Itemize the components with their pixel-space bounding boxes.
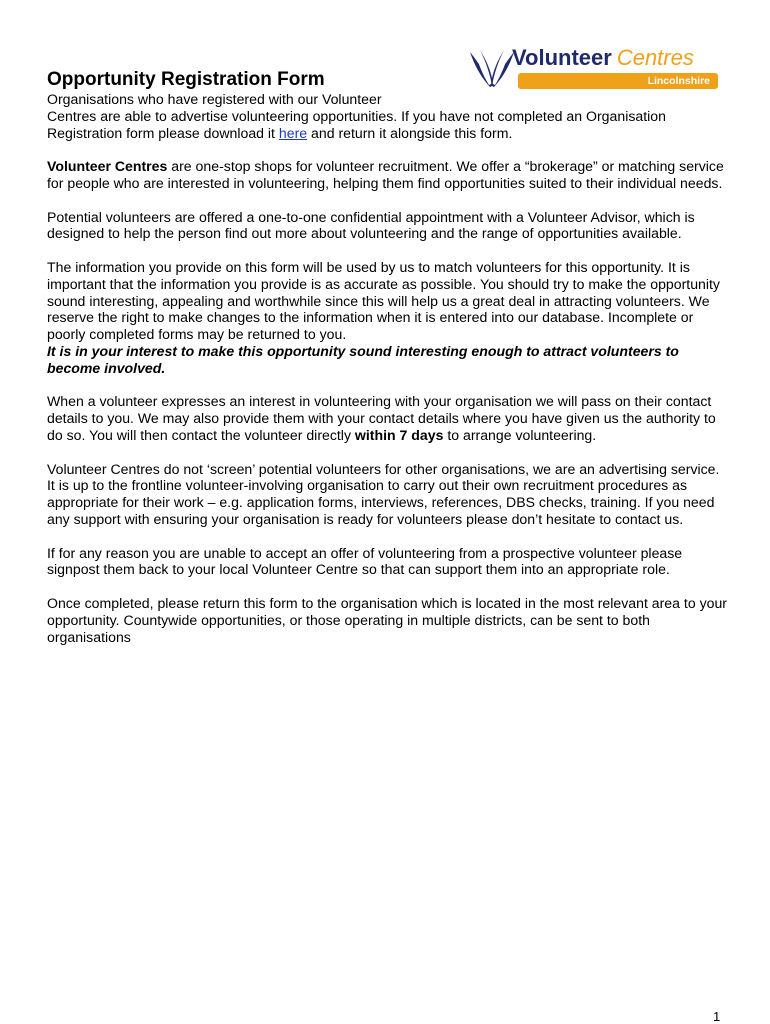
information-text: The information you provide on this form will be used by us to match volunteers for this opportunity. It is important that the information you provide is as accurate as possible. You should try to make the opportunity sound interesting, appealing and worthwhile since this will help us a great deal in attracting volunteers. We reserve the right to make changes to the information when it is entered into our database. Incomplete or poorly completed forms may be returned to you. (47, 258, 720, 343)
logo-region-bar: Lincolnshire (518, 73, 718, 89)
logo-word-volunteer: Volunteer (512, 45, 612, 70)
return-paragraph: Once completed, please return this form to the organisation which is located in the most relevant area to your opportunity. Countywide opportunities, or those operating in multiple districts, can be sent to both organisations (47, 594, 727, 645)
document-body (47, 91, 727, 662)
contact-paragraph (47, 393, 727, 443)
intro-line-1: Organisations who have registered with our Volunteer (47, 91, 382, 107)
intro-text-after-link: and return it alongside this form. (307, 124, 513, 141)
centres-paragraph (47, 158, 727, 192)
page-number: 1 (713, 1009, 721, 1024)
screening-paragraph: Volunteer Centres do not ‘screen’ potential volunteers for other organisations, we are an advertising service. It is up to the frontline volunteer-involving organisation to carry out their own recruitment procedures as appropriate for their work – e.g. application forms, interviews, references, DBS checks, training. If you need any support with ensuring your organisation is ready for volunteers please don’t hesitate to contact us. (47, 460, 720, 527)
signpost-paragraph: If for any reason you are unable to accept an offer of volunteering from a prospective volunteer please signpost them back to your local Volunteer Centre so that can support them into an appropriate role. (47, 544, 683, 578)
intro-paragraph (47, 91, 727, 141)
advisor-paragraph: Potential volunteers are offered a one-to-one confidential appointment with a Volunteer Advisor, which is designed to help the person find out more about volunteering and the range of opportunities available. (47, 208, 695, 242)
contact-text-after: to arrange volunteering. (443, 426, 597, 443)
centres-text: are one-stop shops for volunteer recruitment. We offer a “brokerage” or matching service for people who are interested in volunteering, helping them find opportunities suited to their individual needs. (47, 158, 724, 191)
contact-text: When a volunteer expresses an interest in volunteering with your organisation we will pass on their contact details to you. We may also provide them with your contact details where you have given us the authority to do so. You will then contact the volunteer directly (47, 393, 716, 443)
volunteer-centres-logo (468, 44, 720, 92)
intro-text: Centres are able to advertise volunteering opportunities. If you have not completed an Organisation Registration form please download it (47, 107, 666, 141)
centres-bold-label: Volunteer Centres (47, 158, 168, 175)
butterfly-logo-icon (468, 44, 516, 90)
contact-bold-deadline: within 7 days (354, 426, 444, 443)
page-title: Opportunity Registration Form (47, 69, 325, 90)
information-emphasis: It is in your interest to make this opportunity sound interesting enough to attract volunteers to become involved. (47, 342, 679, 376)
information-paragraph (47, 259, 727, 377)
logo-wordmark (512, 45, 694, 71)
download-form-link[interactable]: here (278, 124, 308, 141)
logo-word-centres: Centres (616, 45, 694, 70)
